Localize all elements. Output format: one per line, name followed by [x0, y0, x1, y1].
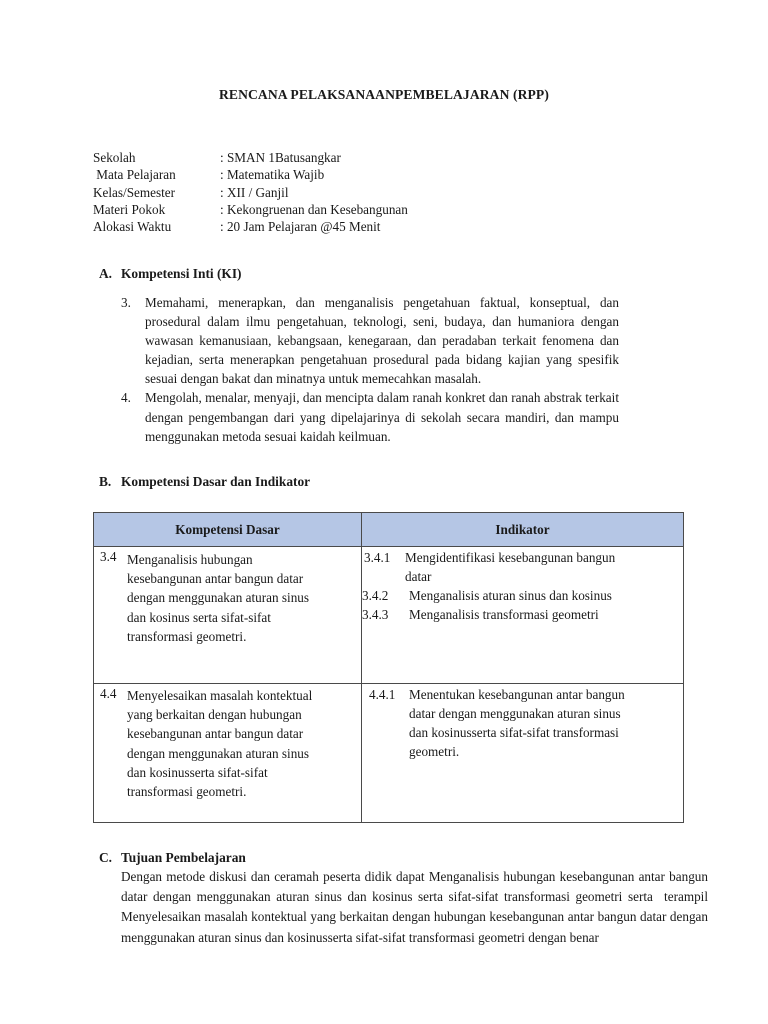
table-header-row [94, 513, 684, 547]
kd-number: 3.4 [100, 549, 117, 564]
document-title: RENCANA PELAKSANAANPEMBELAJARAN (RPP) [219, 87, 549, 102]
kd-text [94, 550, 361, 646]
table-header-indicator: Indikator [362, 513, 684, 547]
tujuan-paragraph: Dengan metode diskusi dan ceramah peserta didik dapat Menganalisis hubungan kesebangunan antar bangun datar dengan menggunakan aturan sinus dan kosinus serta sifat-sifat transformasi geometri serta terampil Menyelesaikan masalah kontektual yang berkaitan dengan hubungan kesebangunan antar bangun datar dengan menggunakan aturan sinus dan kosinusserta sifat-sifat transformasi geometri dengan benar [121, 869, 712, 945]
identity-value: : Kekongruenan dan Kesebangunan [220, 201, 408, 217]
identity-key: Mata Pelajaran [93, 167, 176, 183]
identity-row-topic [93, 201, 408, 218]
indicator-number: 3.4.1 [364, 550, 391, 565]
ki-list [121, 293, 619, 446]
table-header-kd: Kompetensi Dasar [94, 513, 362, 547]
kd-content [94, 684, 361, 801]
indicator-number: 3.4.3 [362, 607, 389, 622]
identity-key: Sekolah [93, 150, 136, 165]
kd-cell [94, 547, 362, 684]
kd-cell [94, 684, 362, 823]
table-row [94, 684, 684, 823]
ki-item [121, 293, 619, 388]
kd-line: transformasi geometri. [127, 628, 247, 644]
identity-value: : XII / Ganjil [220, 184, 289, 200]
section-title: Kompetensi Dasar dan Indikator [121, 474, 311, 489]
indicator-line: geometri. [409, 744, 460, 759]
kd-line: kesebangunan antar bangun datar [127, 571, 304, 587]
identity-key: Kelas/Semester [93, 184, 176, 200]
indicator-line: Menganalisis transformasi geometri [409, 607, 599, 622]
identity-value: : SMAN 1Batusangkar [220, 150, 341, 165]
identity-key: Materi Pokok [93, 201, 166, 217]
identity-value: : Matematika Wajib [220, 167, 325, 183]
indicator-number: 4.4.1 [369, 687, 396, 702]
kd-indicator-table [93, 512, 684, 823]
indicator-line: datar [405, 569, 432, 584]
indicator-item [362, 605, 683, 624]
table-row [94, 547, 684, 684]
kd-line: Menyelesaikan masalah kontektual [127, 688, 313, 703]
ki-item-text: Memahami, menerapkan, dan menganalisis pengetahuan faktual, konseptual, dan prosedural dalam ilmu pengetahuan, teknologi, seni, budaya, dan humaniora dengan wawasan kemanusiaan, kebangsaan, kenegaraan, dan peradaban terkait fenomena dan kejadian, serta menerapkan pengetahuan prosedural pada bidang kajian yang spesifik sesuai dengan bakat dan minatnya untuk memecahkan masalah. [145, 295, 619, 387]
identity-row-class [93, 184, 408, 201]
indicator-item [362, 685, 683, 761]
kd-line: dan kosinusserta sifat-sifat [127, 764, 268, 780]
identity-row-school [93, 149, 408, 166]
section-c-heading [99, 850, 246, 866]
kd-content [94, 547, 361, 646]
kd-line: transformasi geometri. [127, 784, 247, 800]
kd-text [94, 686, 361, 801]
section-letter: B. [99, 474, 112, 489]
kd-number: 4.4 [100, 686, 117, 701]
section-letter: C. [99, 850, 113, 865]
ki-item-text: Mengolah, menalar, menyaji, dan mencipta dalam ranah konkret dan ranah abstrak terkait dengan pengembangan dari yang dipelajarinya di sekolah secara mandiri, dan mampu menggunakan metoda sesuai kaidah keilmuan. [145, 390, 619, 444]
indicator-line: Menentukan kesebangunan antar bangun [409, 687, 625, 702]
section-title: Tujuan Pembelajaran [121, 850, 246, 865]
identity-block [93, 149, 408, 235]
kd-line: kesebangunan antar bangun datar [127, 726, 304, 742]
ki-item-number: 3. [121, 295, 131, 310]
identity-value: : 20 Jam Pelajaran @45 Menit [220, 219, 381, 235]
indicator-line: Mengidentifikasi kesebangunan bangun [405, 550, 616, 565]
indicator-line: datar dengan menggunakan aturan sinus [409, 706, 621, 721]
section-title: Kompetensi Inti (KI) [121, 266, 242, 281]
indicator-item [362, 548, 683, 586]
kd-line: yang berkaitan dengan hubungan [127, 707, 302, 723]
indicator-cell [362, 684, 684, 823]
ki-item [121, 388, 619, 445]
section-a-heading [99, 266, 242, 282]
section-letter: A. [99, 266, 113, 281]
indicator-content [362, 547, 683, 624]
kd-line: dengan menggunakan aturan sinus [127, 590, 310, 606]
indicator-content [362, 684, 683, 761]
kd-line: Menganalisis hubungan [127, 552, 253, 567]
indicator-number: 3.4.2 [362, 588, 389, 603]
kd-line: dan kosinus serta sifat-sifat [127, 609, 271, 625]
ki-item-number: 4. [121, 390, 131, 406]
indicator-line: dan kosinusserta sifat-sifat transformasi [409, 725, 619, 740]
identity-row-time [93, 218, 408, 235]
kd-line: dengan menggunakan aturan sinus [127, 745, 310, 761]
indicator-item [362, 586, 683, 605]
indicator-line: Menganalisis aturan sinus dan kosinus [409, 588, 612, 603]
identity-key: Alokasi Waktu [93, 219, 172, 235]
indicator-cell [362, 547, 684, 684]
identity-row-subject [93, 166, 408, 183]
section-b-heading [99, 474, 310, 490]
